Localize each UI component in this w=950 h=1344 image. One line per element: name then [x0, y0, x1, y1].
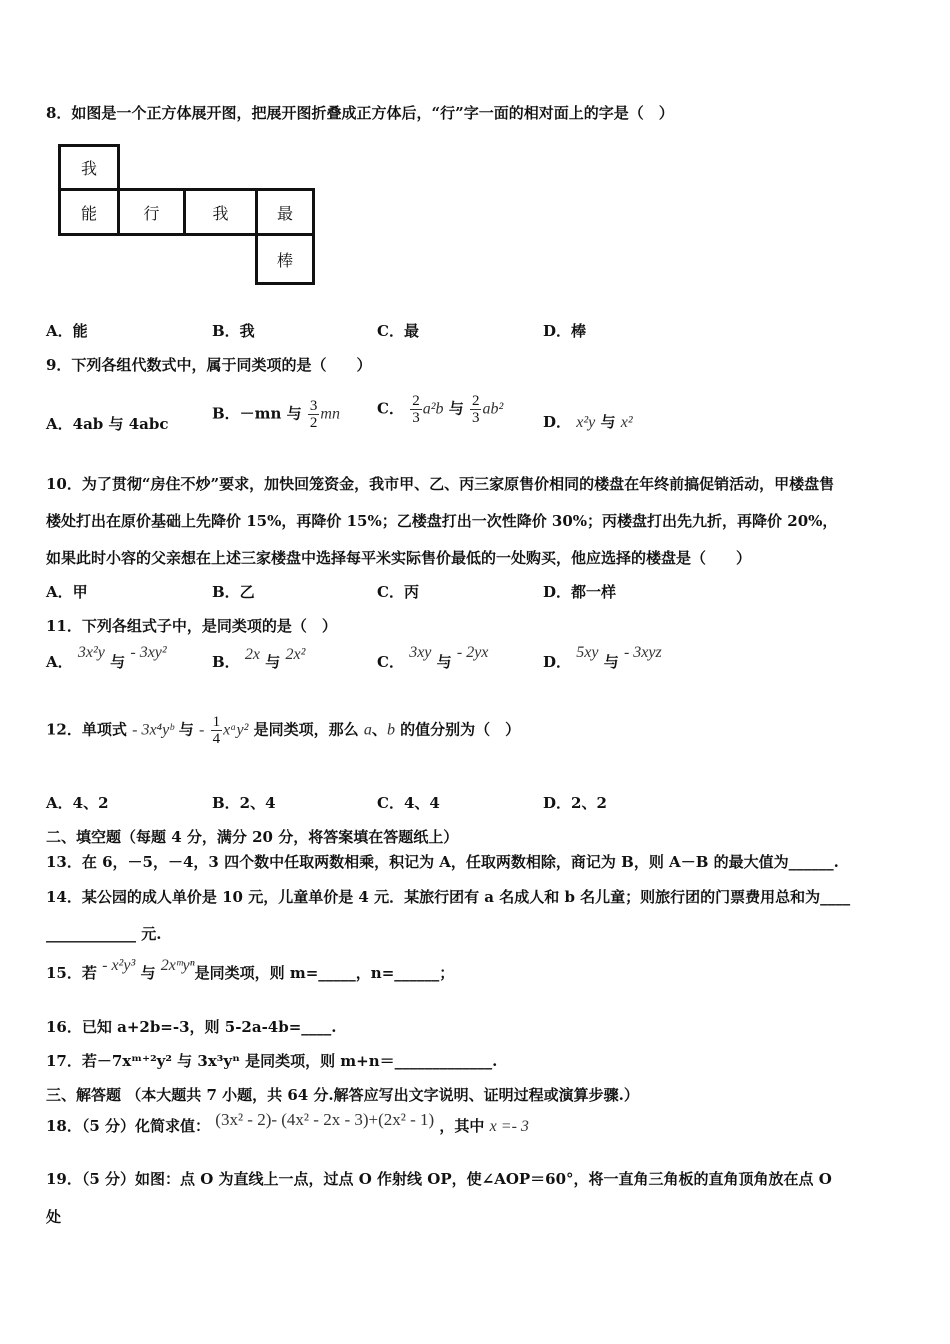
- q15-text: [46, 957, 455, 983]
- q10-line-3: 如果此时小容的父亲想在上述三家楼盘中选择每平米实际售价最低的一处购买，他应选择的楼盘是（ ）: [46, 549, 752, 567]
- net-cell-6: 棒: [255, 233, 315, 285]
- q11-a-mid: 与: [110, 653, 126, 671]
- q9-option-d: [543, 411, 633, 432]
- net-cell-1: 我: [58, 144, 120, 191]
- q10-line-2: 楼处打出在原价基础上先降价 15%，再降价 15%；乙楼盘打出一次性降价 30%；丙楼盘打出先九折，再降价 20%，: [46, 512, 838, 530]
- net-cell-4: 我: [183, 188, 258, 236]
- q12-option-a: A．4、2: [46, 794, 109, 812]
- q10-option-a: A．甲: [46, 583, 88, 601]
- q12-prefix: 12．单项式: [46, 720, 127, 739]
- q15-prefix: 15．若: [46, 964, 97, 982]
- q9-c-var2: ab²: [482, 400, 504, 418]
- q16-text: 16．已知 a+2b=-3，则 5-2a-4b=____.: [46, 1018, 337, 1036]
- q14-line-1: 14．某公园的成人单价是 10 元，儿童单价是 4 元．某旅行团有 a 名成人和 b 名儿童；则旅行团的门票费用总和为____: [46, 888, 851, 906]
- q11-a-expr1: 3x²y: [77, 644, 105, 661]
- q11-option-c: [377, 644, 489, 672]
- q9-c-var1: a²b: [422, 400, 444, 418]
- net-cell-5: 最: [255, 188, 315, 236]
- q12-option-b: B．2、4: [212, 794, 276, 812]
- q9-b-var: mn: [320, 405, 340, 423]
- q8-option-b: B．我: [212, 322, 255, 340]
- q18-mid: ，其中: [439, 1117, 485, 1135]
- q12-num: 1: [212, 714, 221, 730]
- q9-c-den-2: 3: [471, 410, 480, 426]
- q9-c-fraction-1: [410, 393, 422, 426]
- q9-d-expr1: x²y: [576, 414, 596, 431]
- q9-d-mid: 与: [600, 413, 616, 431]
- q9-b-den: 2: [309, 415, 318, 431]
- q11-d-expr2: - 3xyz: [623, 644, 662, 661]
- q9-b-fraction: [308, 398, 320, 431]
- q12-var-b: b: [386, 721, 395, 739]
- net-cell-3: 行: [117, 188, 186, 236]
- q18-text: [46, 1110, 529, 1136]
- q10-option-c: C．丙: [377, 583, 419, 601]
- q9-c-prefix: C．: [377, 399, 404, 418]
- q9-b-num: 3: [309, 398, 318, 414]
- q11-a-label: A．: [46, 653, 73, 671]
- q19-line-1: 19．（5 分）如图：点 O 为直线上一点，过点 O 作射线 OP，使∠AOP＝60°，将一直角三角板的直角顶角放在点 O: [46, 1170, 832, 1188]
- q12-expr1: - 3x⁴yᵇ: [132, 721, 174, 739]
- q9-c-fraction-2: [470, 393, 482, 426]
- q11-d-mid: 与: [603, 653, 619, 671]
- q11-c-expr1: 3xy: [409, 644, 432, 661]
- q19-line-2: 处: [46, 1208, 62, 1226]
- q12-option-c: C．4、4: [377, 794, 440, 812]
- q12-text: [46, 714, 520, 747]
- q8-text: 8．如图是一个正方体展开图，把展开图折叠成正方体后，“行”字一面的相对面上的字是（ ）: [46, 104, 674, 122]
- q11-b-mid: 与: [265, 653, 281, 671]
- q10-line-1: 10．为了贯彻“房住不炒”要求，加快回笼资金，我市甲、乙、丙三家原售价相同的楼盘在年终前搞促销活动，甲楼盘售: [46, 475, 835, 493]
- q11-c-label: C．: [377, 653, 404, 671]
- q18-expression: (3x² - 2)- (4x² - 2x - 3)+(2x² - 1): [215, 1110, 435, 1129]
- q9-text: 9．下列各组代数式中，属于同类项的是（ ）: [46, 356, 372, 374]
- q12-suffix1: 是同类项，那么: [253, 720, 359, 739]
- q12-neg: -: [199, 721, 205, 739]
- q9-b-prefix: B．－mn 与: [212, 404, 302, 423]
- q11-d-label: D．: [543, 653, 572, 671]
- q9-c-num-2: 2: [471, 393, 480, 409]
- q8-option-c: C．最: [377, 322, 419, 340]
- q9-c-num-1: 2: [412, 393, 420, 409]
- q12-suffix2: 的值分别为（ ）: [400, 720, 521, 739]
- q9-option-a: A．4ab 与 4abc: [46, 415, 169, 433]
- q17-text: 17．若－7xᵐ⁺²y² 与 3x³yⁿ 是同类项，则 m+n＝_____________.: [46, 1052, 498, 1070]
- q9-c-den-1: 3: [412, 410, 420, 426]
- q12-option-d: D．2、2: [543, 794, 607, 812]
- section-2-heading: 二、填空题（每题 4 分，满分 20 分，将答案填在答题纸上）: [46, 828, 459, 846]
- q11-a-expr2: - 3xy²: [130, 644, 167, 661]
- net-cell-2: 能: [58, 188, 120, 236]
- q9-option-b: [212, 398, 340, 431]
- q13-text: 13．在 6，－5，－4，3 四个数中任取两数相乘，积记为 A，任取两数相除，商记为 B，则 A－B 的最大值为______.: [46, 853, 839, 871]
- q10-option-d: D．都一样: [543, 583, 617, 601]
- q11-option-a: [46, 644, 167, 672]
- q15-expr2: 2xᵐyⁿ: [160, 957, 195, 974]
- q12-var-a: a: [363, 721, 372, 739]
- q12-fraction: [211, 714, 223, 747]
- section-3-heading: 三、解答题 （本大题共 7 小题，共 64 分.解答应写出文字说明、证明过程或演算步骤.）: [46, 1086, 639, 1104]
- q14-line-2: ____________ 元.: [46, 925, 162, 943]
- q11-c-expr2: - 2yx: [456, 644, 489, 661]
- q12-sep: 、: [371, 720, 387, 739]
- q9-d-prefix: D．: [543, 413, 572, 431]
- q9-c-mid: 与: [448, 399, 464, 418]
- q15-mid: 与: [140, 964, 156, 982]
- q18-condition: x =- 3: [489, 1118, 529, 1135]
- q12-den: 4: [212, 731, 221, 747]
- q9-d-expr2: x²: [620, 414, 633, 431]
- q11-option-d: [543, 644, 662, 672]
- q8-option-d: D．棒: [543, 322, 587, 340]
- q12-mid: 与: [178, 720, 194, 739]
- q11-b-expr1: 2x: [244, 646, 261, 663]
- q11-d-expr1: 5xy: [576, 644, 599, 661]
- q15-suffix: 是同类项，则 m=_____，n=______；: [194, 964, 455, 982]
- q11-option-b: [212, 646, 306, 672]
- q11-b-expr2: 2x²: [285, 646, 306, 663]
- q9-option-c: [377, 393, 503, 426]
- q11-b-label: B．: [212, 653, 240, 671]
- q12-expr2: xᵃy²: [223, 721, 249, 739]
- q18-prefix: 18．（5 分）化简求值：: [46, 1117, 211, 1135]
- q15-expr1: - x²y³: [102, 957, 136, 974]
- q8-option-a: A．能: [46, 322, 88, 340]
- q10-option-b: B．乙: [212, 583, 255, 601]
- q11-c-mid: 与: [436, 653, 452, 671]
- q11-text: 11．下列各组式子中，是同类项的是（ ）: [46, 617, 337, 635]
